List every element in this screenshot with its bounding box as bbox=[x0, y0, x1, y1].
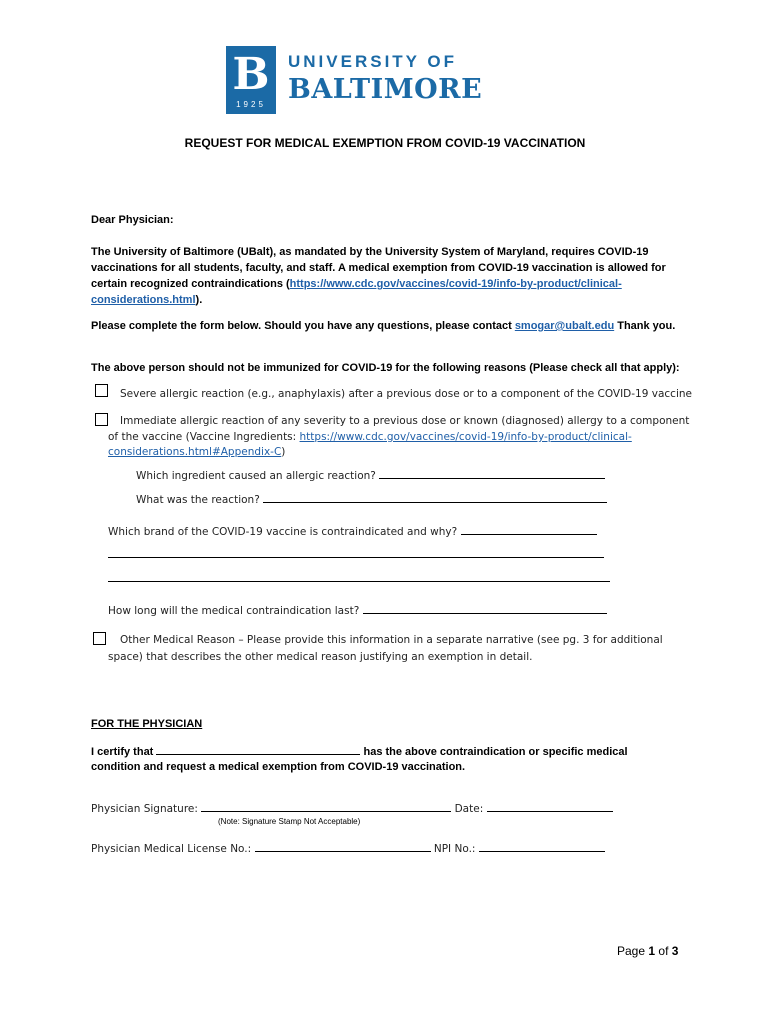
license-row bbox=[91, 840, 605, 857]
reason-immediate-allergy-line2 bbox=[108, 429, 632, 445]
vaccine-ingredients-link-cont[interactable]: considerations.html#Appendix-C bbox=[108, 446, 282, 458]
contact-line bbox=[91, 318, 675, 334]
reason-other-line1: Other Medical Reason – Please provide this information in a separate narrative (see pg. 3 for additional bbox=[120, 634, 663, 646]
duration-answer-field[interactable] bbox=[363, 602, 607, 614]
certify-line2: condition and request a medical exemption from COVID-19 vaccination. bbox=[91, 761, 466, 773]
brand-answer-line3[interactable] bbox=[108, 570, 610, 582]
other-reason-checkbox[interactable] bbox=[93, 632, 106, 645]
university-logo bbox=[226, 46, 482, 114]
contact-email-link[interactable]: smogar@ubalt.edu bbox=[514, 320, 615, 332]
of-word: of bbox=[658, 944, 669, 958]
certify-statement: has the above contraindication or specific medical bbox=[363, 746, 628, 758]
cdc-clinical-link-cont[interactable]: considerations.html bbox=[91, 294, 196, 306]
intro-paragraph bbox=[91, 244, 691, 308]
brand-answer-line2[interactable] bbox=[108, 546, 604, 558]
intro-line2: vaccinations for all students, faculty, and staff. A medical exemption from COVID-19 vaccination is allowed for bbox=[91, 262, 666, 274]
intro-line3: certain recognized contraindications ( bbox=[91, 278, 290, 290]
signature-note: (Note: Signature Stamp Not Acceptable) bbox=[218, 817, 361, 826]
vaccine-ingredients-label: of the vaccine (Vaccine Ingredients: bbox=[108, 431, 300, 443]
license-field[interactable] bbox=[255, 840, 431, 852]
logo-wordmark bbox=[288, 46, 482, 106]
reason-immediate-allergy-line3 bbox=[108, 444, 285, 460]
signature-label: Physician Signature: bbox=[91, 803, 198, 815]
cdc-clinical-link[interactable]: https://www.cdc.gov/vaccines/covid-19/info-by-product/clinical- bbox=[289, 278, 622, 290]
npi-field[interactable] bbox=[479, 840, 605, 852]
duration-question: How long will the medical contraindication last? bbox=[108, 605, 360, 617]
patient-name-field[interactable] bbox=[156, 743, 360, 755]
form-title: REQUEST FOR MEDICAL EXEMPTION FROM COVID-19 VACCINATION bbox=[184, 136, 586, 150]
close-paren: ) bbox=[281, 446, 286, 458]
salutation: Dear Physician: bbox=[91, 214, 174, 226]
vaccine-ingredients-link[interactable]: https://www.cdc.gov/vaccines/covid-19/info-by-product/clinical- bbox=[299, 431, 632, 443]
severe-allergy-checkbox[interactable] bbox=[95, 384, 108, 397]
reason-immediate-allergy-line1: Immediate allergic reaction of any severity to a previous dose or known (diagnosed) allergy to a component bbox=[120, 415, 690, 427]
ingredient-answer-field[interactable] bbox=[379, 467, 605, 479]
page-current: 1 bbox=[648, 944, 656, 958]
reasons-heading: The above person should not be immunized for COVID-19 for the following reasons (Please check all that apply): bbox=[91, 362, 680, 374]
reaction-answer-field[interactable] bbox=[263, 491, 607, 503]
immediate-allergy-checkbox[interactable] bbox=[95, 413, 108, 426]
signature-row bbox=[91, 800, 613, 817]
physician-section-heading: FOR THE PHYSICIAN bbox=[91, 718, 203, 730]
certify-label: I certify that bbox=[91, 746, 154, 758]
logo-line2: BALTIMORE bbox=[288, 74, 483, 105]
date-label: Date: bbox=[454, 803, 484, 815]
date-field[interactable] bbox=[487, 800, 613, 812]
signature-field[interactable] bbox=[201, 800, 451, 812]
brand-question-row bbox=[108, 523, 597, 540]
brand-question: Which brand of the COVID-19 vaccine is contraindicated and why? bbox=[108, 526, 458, 538]
logo-emblem bbox=[226, 46, 276, 114]
reason-other-line2: space) that describes the other medical reason justifying an exemption in detail. bbox=[108, 651, 533, 663]
page-total: 3 bbox=[671, 944, 679, 958]
license-label: Physician Medical License No.: bbox=[91, 843, 252, 855]
logo-letter: B bbox=[232, 49, 270, 100]
page-number bbox=[617, 944, 678, 958]
intro-line4-end: ). bbox=[195, 294, 203, 306]
brand-answer-field[interactable] bbox=[461, 523, 597, 535]
reaction-question-row bbox=[136, 491, 607, 508]
logo-year: 1925 bbox=[236, 100, 266, 109]
duration-question-row bbox=[108, 602, 607, 619]
intro-line1: The University of Baltimore (UBalt), as mandated by the University System of Maryland, requires COVID-19 bbox=[91, 246, 649, 258]
ingredient-question: Which ingredient caused an allergic reaction? bbox=[136, 470, 376, 482]
contact-thanks: Thank you. bbox=[614, 320, 676, 332]
npi-label: NPI No.: bbox=[433, 843, 476, 855]
page-word: Page bbox=[617, 944, 646, 958]
reason-severe-allergy: Severe allergic reaction (e.g., anaphylaxis) after a previous dose or to a component of the COVID-19 vaccine bbox=[120, 388, 692, 400]
reaction-question: What was the reaction? bbox=[136, 494, 260, 506]
certify-line1 bbox=[91, 743, 628, 760]
logo-line1: UNIVERSITY OF bbox=[288, 52, 458, 71]
ingredient-question-row bbox=[136, 467, 605, 484]
contact-text: Please complete the form below. Should you have any questions, please contact bbox=[91, 320, 515, 332]
